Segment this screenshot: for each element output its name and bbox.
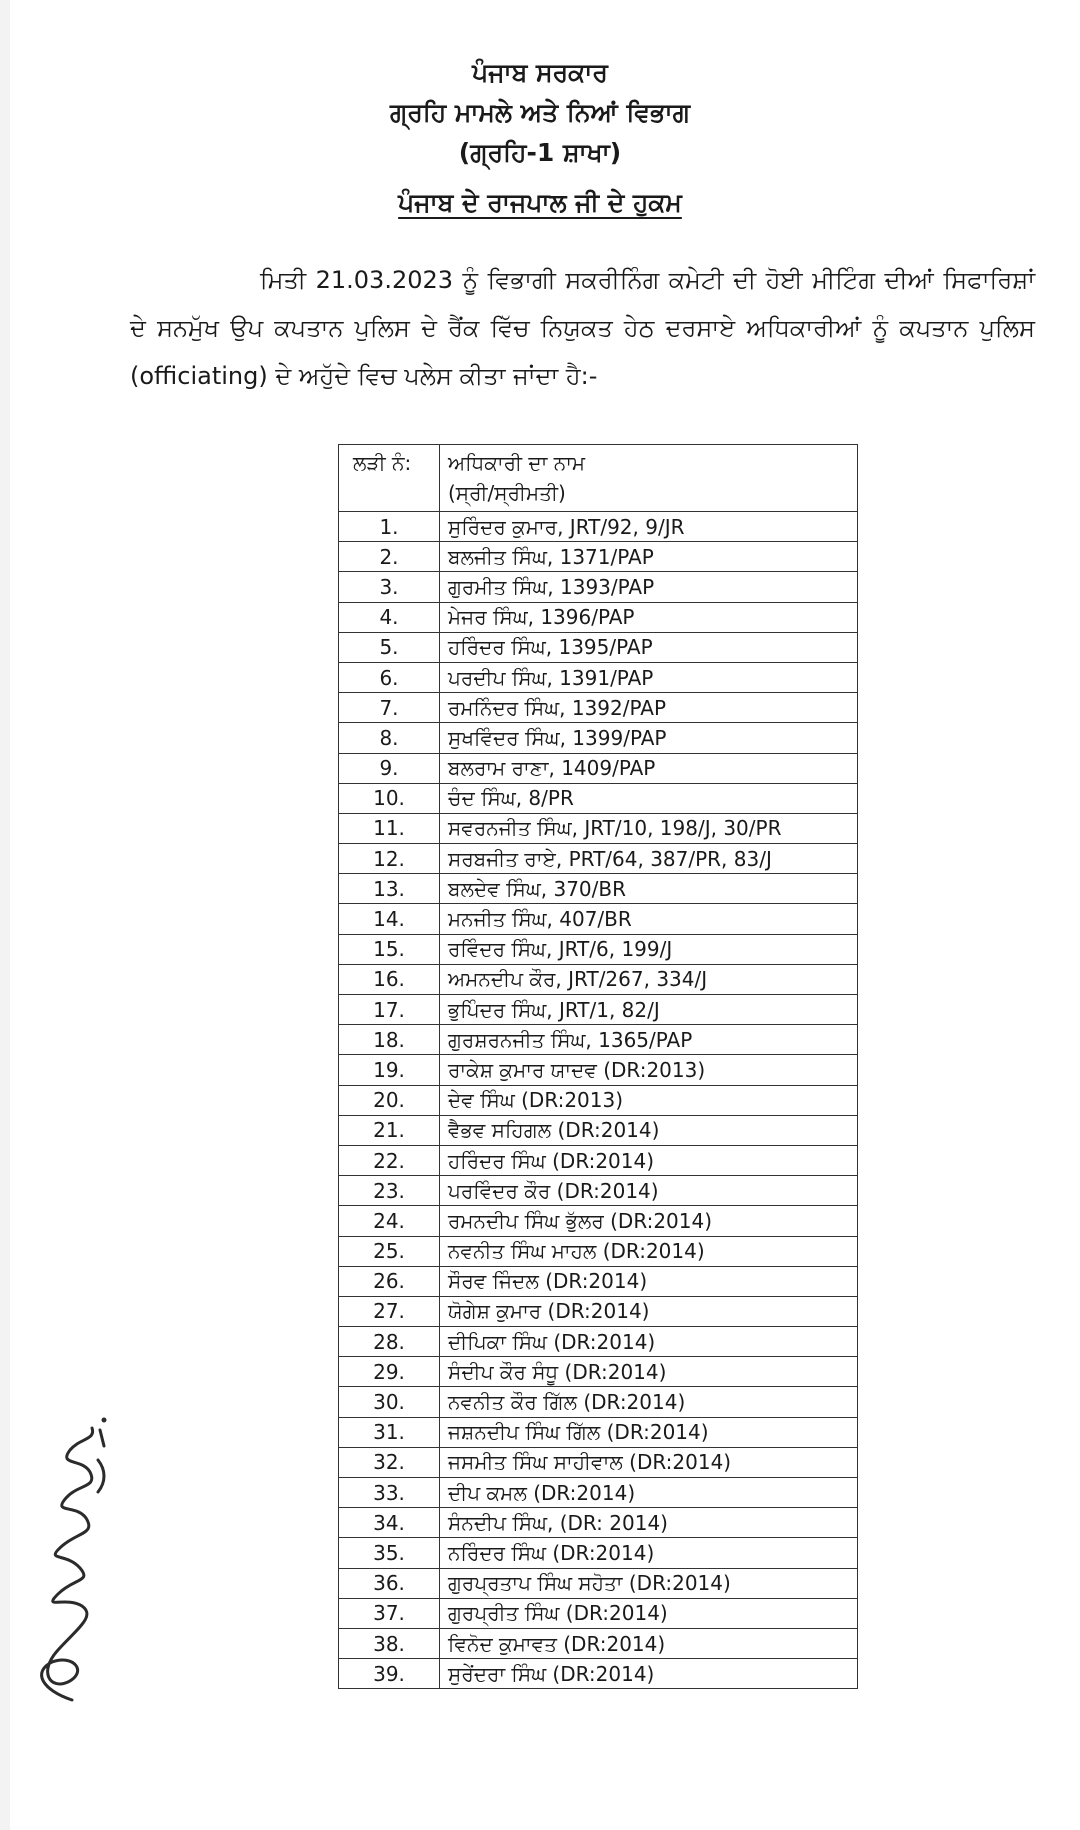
row-officer-name: ਹਰਿੰਦਰ ਸਿੰਘ (DR:2014) bbox=[440, 1145, 858, 1175]
row-serial: 14. bbox=[339, 904, 440, 934]
row-officer-name: ਪਰਵਿੰਦਰ ਕੌਰ (DR:2014) bbox=[440, 1176, 858, 1206]
col-header-name-label: ਅਧਿਕਾਰੀ ਦਾ ਨਾਮ bbox=[448, 451, 586, 475]
row-serial: 9. bbox=[339, 753, 440, 783]
row-serial: 35. bbox=[339, 1538, 440, 1568]
row-serial: 34. bbox=[339, 1508, 440, 1538]
row-serial: 27. bbox=[339, 1296, 440, 1326]
row-serial: 5. bbox=[339, 632, 440, 662]
row-officer-name: ਗੁਰਪ੍ਰੀਤ ਸਿੰਘ (DR:2014) bbox=[440, 1598, 858, 1628]
table-row bbox=[339, 542, 858, 572]
row-serial: 15. bbox=[339, 934, 440, 964]
row-officer-name: ਗੁਰਮੀਤ ਸਿੰਘ, 1393/PAP bbox=[440, 572, 858, 602]
row-officer-name: ਬਲਜੀਤ ਸਿੰਘ, 1371/PAP bbox=[440, 542, 858, 572]
row-serial: 16. bbox=[339, 964, 440, 994]
row-officer-name: ਦੀਪ ਕਮਲ (DR:2014) bbox=[440, 1478, 858, 1508]
row-serial: 13. bbox=[339, 874, 440, 904]
row-serial: 7. bbox=[339, 693, 440, 723]
row-serial: 36. bbox=[339, 1568, 440, 1598]
row-serial: 26. bbox=[339, 1266, 440, 1296]
row-serial: 20. bbox=[339, 1085, 440, 1115]
col-header-name-sub: (ਸ੍ਰੀ/ਸ੍ਰੀਮਤੀ) bbox=[448, 481, 566, 505]
table-row bbox=[339, 1206, 858, 1236]
officers-table bbox=[338, 444, 858, 1689]
table-row bbox=[339, 1176, 858, 1206]
row-officer-name: ਬਲਰਾਮ ਰਾਣਾ, 1409/PAP bbox=[440, 753, 858, 783]
row-officer-name: ਸਰਬਜੀਤ ਰਾਏ, PRT/64, 387/PR, 83/J bbox=[440, 844, 858, 874]
table-row bbox=[339, 874, 858, 904]
row-officer-name: ਸੌਰਵ ਜਿੰਦਲ (DR:2014) bbox=[440, 1266, 858, 1296]
row-serial: 18. bbox=[339, 1025, 440, 1055]
table-row bbox=[339, 723, 858, 753]
row-officer-name: ਅਮਨਦੀਪ ਕੌਰ, JRT/267, 334/J bbox=[440, 964, 858, 994]
row-officer-name: ਹਰਿੰਦਰ ਸਿੰਘ, 1395/PAP bbox=[440, 632, 858, 662]
row-serial: 10. bbox=[339, 783, 440, 813]
header-branch: (ਗ੍ਰਹਿ-1 ਸ਼ਾਖਾ) bbox=[458, 138, 622, 167]
table-row bbox=[339, 753, 858, 783]
row-officer-name: ਸੁਰੇਂਦਰਾ ਸਿੰਘ (DR:2014) bbox=[440, 1659, 858, 1689]
table-row bbox=[339, 1025, 858, 1055]
row-officer-name: ਜਸ਼ਨਦੀਪ ਸਿੰਘ ਗਿੱਲ (DR:2014) bbox=[440, 1417, 858, 1447]
row-officer-name: ਮੇਜਰ ਸਿੰਘ, 1396/PAP bbox=[440, 602, 858, 632]
row-officer-name: ਵਿਨੋਦ ਕੁਮਾਵਤ (DR:2014) bbox=[440, 1628, 858, 1658]
row-officer-name: ਸੁਖਵਿੰਦਰ ਸਿੰਘ, 1399/PAP bbox=[440, 723, 858, 753]
row-officer-name: ਗੁਰਪ੍ਰਤਾਪ ਸਿੰਘ ਸਹੋਤਾ (DR:2014) bbox=[440, 1568, 858, 1598]
row-officer-name: ਦੀਪਿਕਾ ਸਿੰਘ (DR:2014) bbox=[440, 1327, 858, 1357]
row-officer-name: ਨਰਿੰਦਰ ਸਿੰਘ (DR:2014) bbox=[440, 1538, 858, 1568]
table-row bbox=[339, 1387, 858, 1417]
row-serial: 8. bbox=[339, 723, 440, 753]
row-serial: 37. bbox=[339, 1598, 440, 1628]
table-row bbox=[339, 964, 858, 994]
table-row bbox=[339, 1236, 858, 1266]
row-officer-name: ਚੰਦ ਸਿੰਘ, 8/PR bbox=[440, 783, 858, 813]
row-serial: 23. bbox=[339, 1176, 440, 1206]
table-row bbox=[339, 1538, 858, 1568]
header-government: ਪੰਜਾਬ ਸਰਕਾਰ bbox=[472, 58, 608, 87]
table-row bbox=[339, 632, 858, 662]
row-serial: 30. bbox=[339, 1387, 440, 1417]
order-paragraph bbox=[130, 256, 1035, 400]
table-row bbox=[339, 1568, 858, 1598]
page-edge bbox=[0, 0, 10, 1830]
row-serial: 22. bbox=[339, 1145, 440, 1175]
table-row bbox=[339, 1508, 858, 1538]
paragraph-text: ਮਿਤੀ 21.03.2023 ਨੂੰ ਵਿਭਾਗੀ ਸਕਰੀਨਿੰਗ ਕਮੇਟੀ ਦੀ ਹੋਈ ਮੀਟਿੰਗ ਦੀਆਂ ਸਿਫਾਰਿਸ਼ਾਂ ਦੇ ਸਨਮੁੱਖ ਉਪ ਕਪਤਾਨ ਪੁਲਿਸ ਦੇ ਰੈਂਕ ਵਿੱਚ ਨਿਯੁਕਤ ਹੇਠ ਦਰਸਾਏ ਅਧਿਕਾਰੀਆਂ ਨੂੰ ਕਪਤਾਨ ਪੁਲਿਸ (officiating) ਦੇ ਅਹੁੱਦੇ ਵਿਚ ਪਲੇਸ ਕੀਤਾ ਜਾਂਦਾ ਹੈ:- bbox=[130, 266, 1035, 390]
table-row bbox=[339, 844, 858, 874]
row-officer-name: ਨਵਨੀਤ ਕੌਰ ਗਿੱਲ (DR:2014) bbox=[440, 1387, 858, 1417]
row-serial: 17. bbox=[339, 995, 440, 1025]
row-officer-name: ਯੋਗੇਸ਼ ਕੁਮਾਰ (DR:2014) bbox=[440, 1296, 858, 1326]
table-row bbox=[339, 1266, 858, 1296]
row-serial: 12. bbox=[339, 844, 440, 874]
row-serial: 39. bbox=[339, 1659, 440, 1689]
table-row bbox=[339, 1327, 858, 1357]
row-serial: 25. bbox=[339, 1236, 440, 1266]
table-row bbox=[339, 1478, 858, 1508]
row-officer-name: ਰਮਨਿੰਦਰ ਸਿੰਘ, 1392/PAP bbox=[440, 693, 858, 723]
table-row bbox=[339, 572, 858, 602]
table-row bbox=[339, 1417, 858, 1447]
row-serial: 21. bbox=[339, 1115, 440, 1145]
row-officer-name: ਵੈਭਵ ਸਹਿਗਲ (DR:2014) bbox=[440, 1115, 858, 1145]
table-row bbox=[339, 813, 858, 843]
table-row bbox=[339, 1659, 858, 1689]
row-officer-name: ਰਵਿੰਦਰ ਸਿੰਘ, JRT/6, 199/J bbox=[440, 934, 858, 964]
row-serial: 29. bbox=[339, 1357, 440, 1387]
row-officer-name: ਜਸਮੀਤ ਸਿੰਘ ਸਾਹੀਵਾਲ (DR:2014) bbox=[440, 1447, 858, 1477]
table-row bbox=[339, 1296, 858, 1326]
officers-table-body bbox=[339, 512, 858, 1689]
col-header-name bbox=[440, 445, 858, 512]
signature-icon bbox=[12, 1410, 122, 1710]
row-serial: 32. bbox=[339, 1447, 440, 1477]
table-row bbox=[339, 662, 858, 692]
row-officer-name: ਸੁਰਿੰਦਰ ਕੁਮਾਰ, JRT/92, 9/JR bbox=[440, 512, 858, 542]
header-department: ਗ੍ਰਹਿ ਮਾਮਲੇ ਅਤੇ ਨਿਆਂ ਵਿਭਾਗ bbox=[389, 98, 691, 127]
col-header-serial: ਲੜੀ ਨੰ: bbox=[339, 445, 440, 512]
row-serial: 4. bbox=[339, 602, 440, 632]
row-serial: 33. bbox=[339, 1478, 440, 1508]
table-row bbox=[339, 1085, 858, 1115]
table-row bbox=[339, 904, 858, 934]
row-serial: 6. bbox=[339, 662, 440, 692]
row-officer-name: ਮਨਜੀਤ ਸਿੰਘ, 407/BR bbox=[440, 904, 858, 934]
table-row bbox=[339, 693, 858, 723]
row-serial: 19. bbox=[339, 1055, 440, 1085]
table-row bbox=[339, 995, 858, 1025]
row-officer-name: ਸੰਦੀਪ ਕੌਰ ਸੰਧੂ (DR:2014) bbox=[440, 1357, 858, 1387]
row-officer-name: ਬਲਦੇਵ ਸਿੰਘ, 370/BR bbox=[440, 874, 858, 904]
row-officer-name: ਰਮਨਦੀਪ ਸਿੰਘ ਭੁੱਲਰ (DR:2014) bbox=[440, 1206, 858, 1236]
row-officer-name: ਨਵਨੀਤ ਸਿੰਘ ਮਾਹਲ (DR:2014) bbox=[440, 1236, 858, 1266]
row-officer-name: ਪਰਦੀਪ ਸਿੰਘ, 1391/PAP bbox=[440, 662, 858, 692]
row-serial: 1. bbox=[339, 512, 440, 542]
table-row bbox=[339, 1628, 858, 1658]
order-title bbox=[0, 188, 1080, 218]
table-row bbox=[339, 1447, 858, 1477]
order-title-text: ਪੰਜਾਬ ਦੇ ਰਾਜਪਾਲ ਜੀ ਦੇ ਹੁਕਮ bbox=[398, 188, 682, 217]
row-officer-name: ਭੁਪਿੰਦਰ ਸਿੰਘ, JRT/1, 82/J bbox=[440, 995, 858, 1025]
table-row bbox=[339, 1598, 858, 1628]
row-serial: 28. bbox=[339, 1327, 440, 1357]
table-row bbox=[339, 512, 858, 542]
table-header-row bbox=[339, 445, 858, 512]
row-officer-name: ਸਵਰਨਜੀਤ ਸਿੰਘ, JRT/10, 198/J, 30/PR bbox=[440, 813, 858, 843]
row-serial: 2. bbox=[339, 542, 440, 572]
table-row bbox=[339, 783, 858, 813]
table-row bbox=[339, 1357, 858, 1387]
row-officer-name: ਰਾਕੇਸ਼ ਕੁਮਾਰ ਯਾਦਵ (DR:2013) bbox=[440, 1055, 858, 1085]
row-serial: 11. bbox=[339, 813, 440, 843]
row-serial: 24. bbox=[339, 1206, 440, 1236]
row-officer-name: ਦੇਵ ਸਿੰਘ (DR:2013) bbox=[440, 1085, 858, 1115]
table-row bbox=[339, 934, 858, 964]
row-serial: 3. bbox=[339, 572, 440, 602]
table-row bbox=[339, 1115, 858, 1145]
table-row bbox=[339, 1145, 858, 1175]
row-officer-name: ਸੰਨਦੀਪ ਸਿੰਘ, (DR: 2014) bbox=[440, 1508, 858, 1538]
row-serial: 38. bbox=[339, 1628, 440, 1658]
row-serial: 31. bbox=[339, 1417, 440, 1447]
table-row bbox=[339, 602, 858, 632]
table-row bbox=[339, 1055, 858, 1085]
row-officer-name: ਗੁਰਸ਼ਰਨਜੀਤ ਸਿੰਘ, 1365/PAP bbox=[440, 1025, 858, 1055]
